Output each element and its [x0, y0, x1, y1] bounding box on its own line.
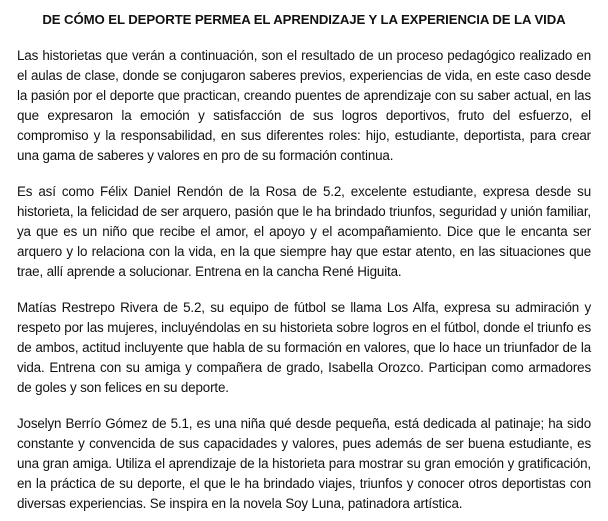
document-title: DE CÓMO EL DEPORTE PERMEA EL APRENDIZAJE Y LA EXPERIENCIA DE LA VIDA: [42, 12, 566, 27]
paragraph-felix: Es así como Félix Daniel Rendón de la Rosa de 5.2, excelente estudiante, expresa desde su historieta, la felicidad de ser arquero, pasión que le ha brindado triunfos, seguridad y unión familiar, ya que es un niño que recibe el amor, el apoyo y el acompañamiento. Dice que le encanta ser arquero y lo relaciona con la vida, en la que siempre hay que estar atento, en las situaciones que trae, allí aprende a solucionar. Entrena en la cancha René Higuita.: [17, 184, 591, 279]
paragraph-joselyn: Joselyn Berrío Gómez de 5.1, es una niña qué desde pequeña, está dedicada al patinaje; ha sido constante y convencida de sus capacidades y valores, pues además de ser buena estudiante, es una gran amiga. Utiliza el aprendizaje de la historieta para mostrar su gran emoción y gratificación, en la práctica de su deporte, el que le ha brindado viajes, triunfos y conocer otros deportistas con diversas experiencias. Se inspira en la novela Soy Luna, patinadora artística.: [17, 416, 591, 511]
paragraph-intro: Las historietas que verán a continuación, son el resultado de un proceso pedagógico realizado en el aulas de clase, donde se conjugaron saberes previos, experiencias de vida, en este caso desde la pasión por el deporte que practican, creando puentes de aprendizaje con su saber actual, en las que expresaron la emoción y satisfacción de sus logros deportivos, fruto del esfuerzo, el compromiso y la responsabilidad, en sus diferentes roles: hijo, estudiante, deportista, para crear una gama de saberes y valores en pro de su formación continua.: [17, 48, 591, 163]
paragraph-matias: Matías Restrepo Rivera de 5.2, su equipo de fútbol se llama Los Alfa, expresa su admiración y respeto por las mujeres, incluyéndolas en su historieta sobre logros en el fútbol, donde el triunfo es de ambos, actitud incluyente que habla de su formación en valores, que lo hace un triunfador de la vida. Entrena con su amiga y compañera de grado, Isabella Orozco. Participan como armadores de goles y son felices en su deporte.: [17, 300, 591, 395]
